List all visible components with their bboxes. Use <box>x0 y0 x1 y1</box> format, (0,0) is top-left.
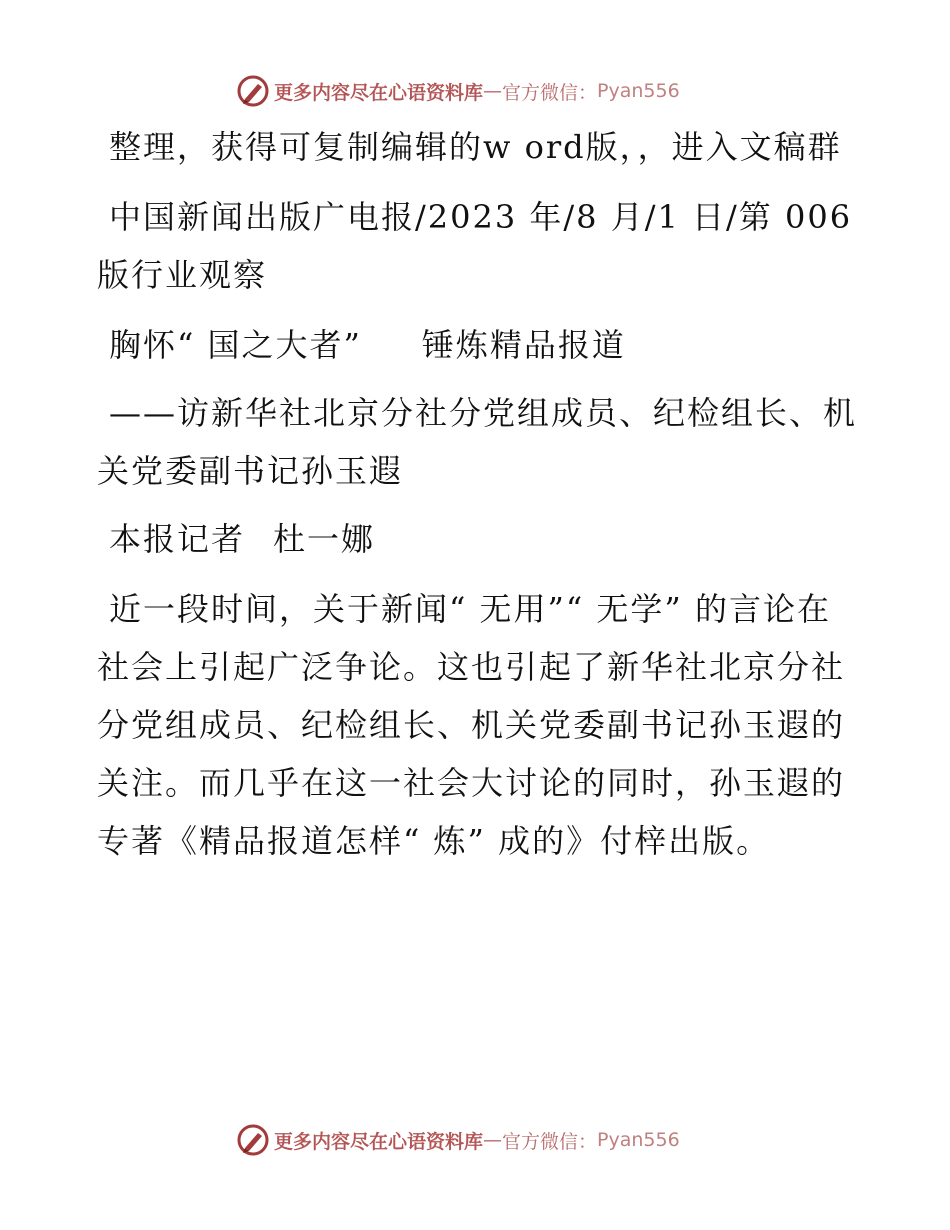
document-body <box>97 118 857 870</box>
watermark-wechat-id: Pyan556 <box>597 80 680 102</box>
intro-text: 整理，获得可复制编辑的w ord版，，进入文稿群 <box>109 128 842 166</box>
byline-label: 本报记者 <box>109 520 246 558</box>
header-watermark <box>236 74 680 108</box>
subtitle-text: ——访新华社北京分社分党组成员、纪检组长、机关党委副书记孙玉遐 <box>97 394 858 490</box>
intro-paragraph <box>97 118 857 176</box>
headline-left: 胸怀“ 国之大者” <box>109 326 362 364</box>
footer-watermark <box>236 1123 680 1157</box>
watermark-suffix: 官方微信： <box>502 81 598 104</box>
source-paragraph <box>97 188 857 304</box>
body-text: 近一段时间，关于新闻“ 无用”“ 无学” 的言论在社会上引起广泛争论。这也引起了新华社北京分社分党组成员、纪检组长、机关党委副书记孙玉遐的关注。而几乎在这一社会大讨论的同时，孙玉遐的专著《精品报道怎样“ 炼” 成的》付梓出版。 <box>97 590 846 860</box>
source-text: 中国新闻出版广电报/2023 年/8 月/1 日/第 006 版行业观察 <box>97 198 853 294</box>
article-subtitle <box>97 384 857 500</box>
byline-name: 杜一娜 <box>273 520 376 558</box>
body-paragraph <box>97 580 857 870</box>
watermark-separator: — <box>483 80 503 102</box>
pen-logo-icon <box>236 74 270 108</box>
watermark-separator: — <box>483 1129 503 1151</box>
article-headline <box>97 316 857 374</box>
watermark-wechat-id: Pyan556 <box>597 1129 680 1151</box>
watermark-brand: 更多内容尽在心语资料库 <box>274 1130 484 1153</box>
byline <box>97 510 857 568</box>
pen-logo-icon <box>236 1123 270 1157</box>
watermark-suffix: 官方微信： <box>502 1130 598 1153</box>
watermark-brand: 更多内容尽在心语资料库 <box>274 81 484 104</box>
headline-right: 锤炼精品报道 <box>421 326 626 364</box>
